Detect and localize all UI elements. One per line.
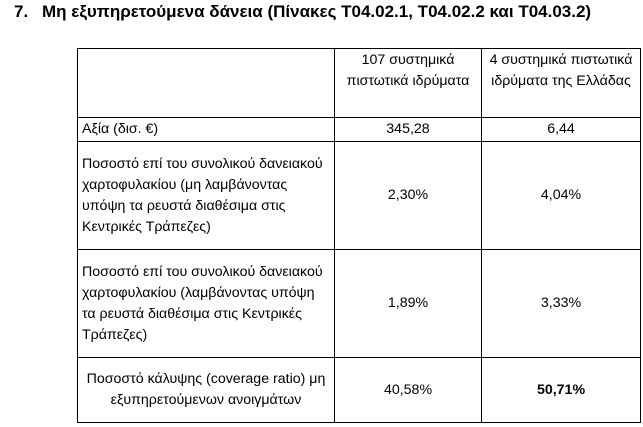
coverage-ratio-107-banks: 40,58%	[335, 358, 482, 423]
row-label-ratio-incl-cash: Ποσοστό επί του συνολικού δανειακού χαρτοφυλακίου (λαμβάνοντας υπόψη τα ρευστά διαθέσιμα στις Κεντρικές Τράπεζες)	[78, 250, 335, 358]
section-heading	[14, 2, 591, 22]
header-4-greek-banks: 4 συστημικά πιστωτικά ιδρύματα της Ελλάδας	[482, 49, 641, 118]
value-4-greek-banks: 6,44	[482, 118, 641, 142]
ratio-incl-cash-4-greek-banks: 3,33%	[482, 250, 641, 358]
section-title: Μη εξυπηρετούμενα δάνεια (Πίνακες Τ04.02.1, Τ04.02.2 και Τ04.03.2)	[42, 2, 592, 21]
ratio-excl-cash-107-banks: 2,30%	[335, 142, 482, 250]
table-row	[78, 358, 641, 423]
table-header-row	[78, 49, 641, 118]
header-107-banks: 107 συστημικά πιστωτικά ιδρύματα	[335, 49, 482, 118]
header-empty-cell	[78, 49, 335, 118]
ratio-excl-cash-4-greek-banks: 4,04%	[482, 142, 641, 250]
row-label-value: Αξία (δισ. €)	[78, 118, 335, 142]
coverage-ratio-4-greek-banks: 50,71%	[482, 358, 641, 423]
value-107-banks: 345,28	[335, 118, 482, 142]
row-label-ratio-excl-cash: Ποσοστό επί του συνολικού δανειακού χαρτοφυλακίου (μη λαμβάνοντας υπόψη τα ρευστά διαθέσιμα στις Κεντρικές Τράπεζες)	[78, 142, 335, 250]
row-label-coverage-ratio: Ποσοστό κάλυψης (coverage ratio) μη εξυπηρετούμενων ανοιγμάτων	[78, 358, 335, 423]
table-row	[78, 250, 641, 358]
section-number: 7.	[14, 2, 29, 21]
ratio-incl-cash-107-banks: 1,89%	[335, 250, 482, 358]
npl-table	[77, 48, 641, 423]
table-row	[78, 118, 641, 142]
table-row	[78, 142, 641, 250]
